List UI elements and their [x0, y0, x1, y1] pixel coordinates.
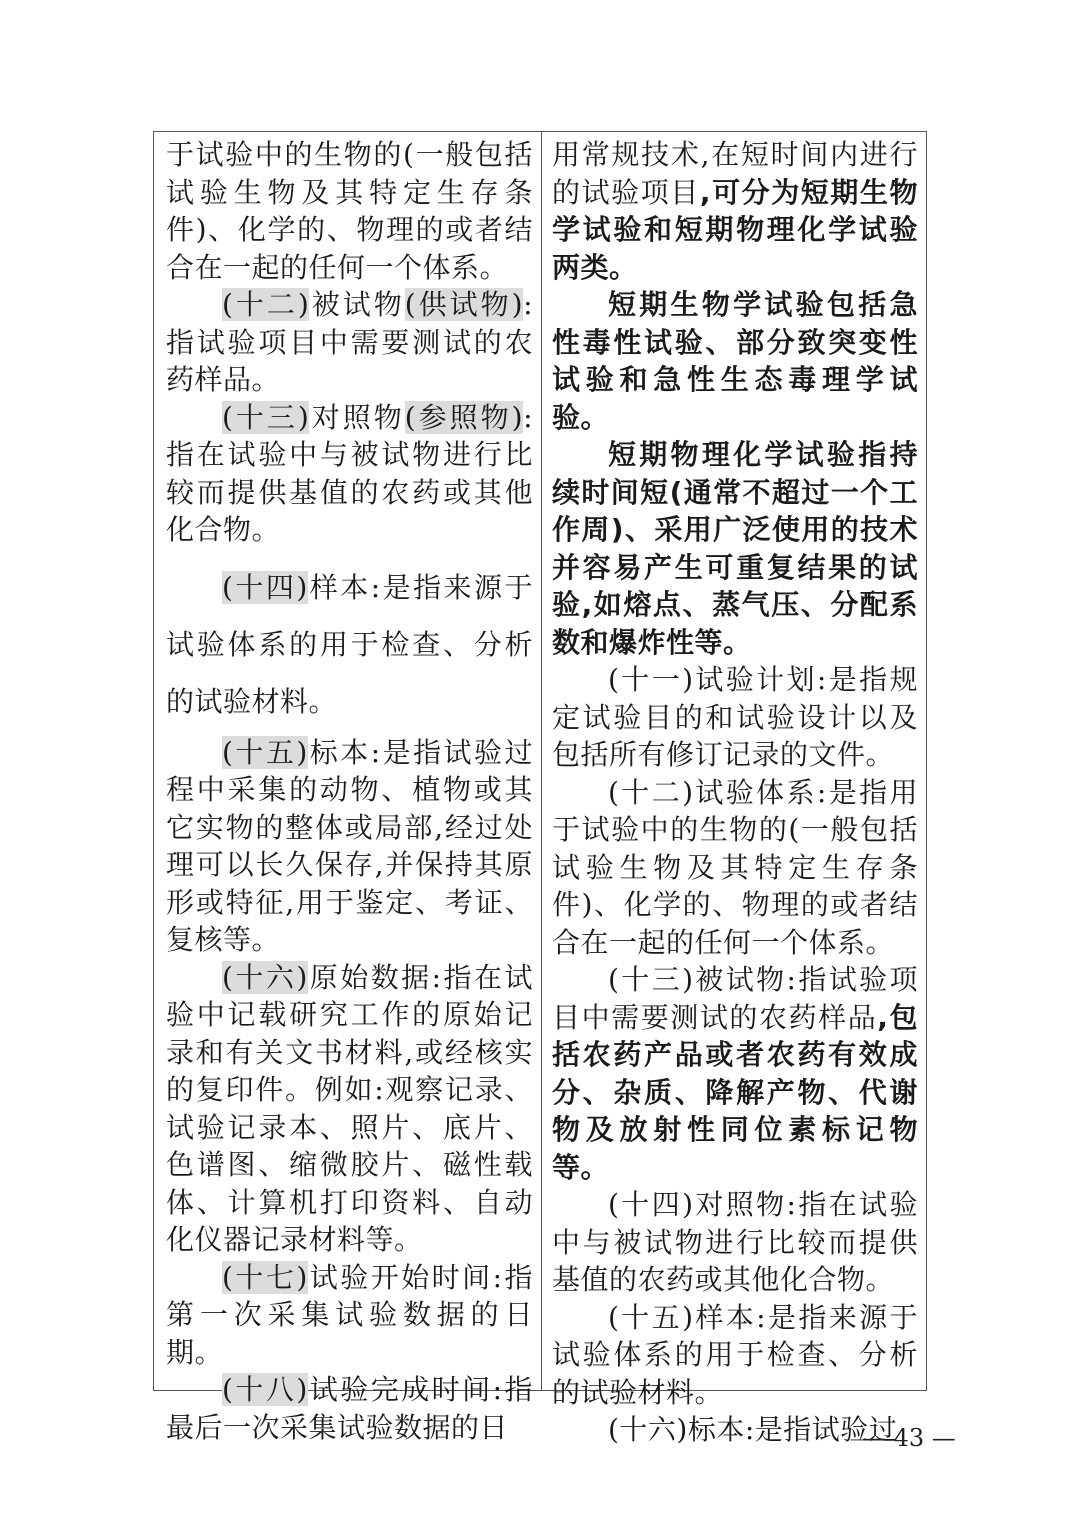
paragraph: (十六)标本:是指试验过 [608, 1413, 898, 1446]
term: 对照物 [309, 400, 405, 434]
paragraph [552, 961, 918, 1186]
definition: :指在试验中与被试物进行比较而提供基值的农药或其他化合物。 [166, 400, 533, 546]
paragraph: (十一)试验计划:是指规定试验目的和试验设计以及包括所有修订记录的文件。 [552, 663, 918, 771]
clause-number: (十二) [222, 288, 310, 321]
alt-term: (供试物) [404, 288, 524, 321]
page-number: — 43 — [862, 1424, 956, 1452]
clause-number: (十四) [222, 570, 308, 604]
definition: 试验完成时间:指最后一次采集试验数据的日 [166, 1373, 533, 1444]
definition: :指试验项目中需要测试的农药样品。 [166, 288, 533, 396]
paragraph: (十二)试验体系:是指用于试验中的生物的(一般包括试验生物及其特定生存条件)、化学的、物理的或者结合在一起的任何一个体系。 [552, 775, 918, 959]
definition: 原始数据:指在试验中记载研究工作的原始记录和有关文书材料,或经核实的复印件。例如:观察记录、试验记录本、照片、底片、色谱图、缩微胶片、磁性载体、计算机打印资料、自动化仪器记录材料等。 [166, 960, 533, 1256]
clause-number: (十八) [222, 1373, 308, 1406]
paragraph: 短期生物学试验包括急性毒性试验、部分致突变性试验和急性生态毒理学试验。 [552, 288, 918, 434]
clause-number: (十六) [222, 960, 308, 994]
paragraph [166, 959, 533, 1259]
paragraph: (十四)对照物:指在试验中与被试物进行比较而提供基值的农药或其他化合物。 [552, 1188, 918, 1296]
normal-text: 用常规技术,在短时间内进行的试验项目 [552, 138, 918, 209]
alt-term: (参照物) [404, 400, 524, 434]
normal-text: (十三)被试物:指试验项目中需要测试的农药样品 [552, 963, 918, 1034]
paragraph [166, 399, 533, 549]
paragraph [166, 734, 533, 959]
definition: 标本:是指试验过程中采集的动物、植物或其它实物的整体或局部,经过处理可以长久保存,并保持其原形或特征,用于鉴定、考证、复核等。 [166, 735, 533, 956]
paragraph [166, 286, 533, 399]
bold-text: ,可分为短期生物学试验和短期物理化学试验两类。 [552, 175, 918, 284]
clause-number: (十七) [222, 1260, 308, 1294]
paragraph: 短期物理化学试验指持续时间短(通常不超过一个工作周)、采用广泛使用的技术并容易产生可重复结果的试验,如熔点、蒸气压、分配系数和爆炸性等。 [552, 438, 918, 659]
paragraph [166, 1371, 533, 1446]
paragraph: (十五)样本:是指来源于试验体系的用于检查、分析的试验材料。 [552, 1300, 918, 1409]
left-column [154, 132, 542, 1444]
definition: 试验开始时间:指第一次采集试验数据的日期。 [166, 1260, 533, 1369]
paragraph [166, 1259, 533, 1372]
term: 被试物 [309, 288, 405, 321]
paragraph [552, 136, 918, 286]
clause-number: (十三) [222, 400, 310, 434]
paragraph: 于试验中的生物的(一般包括试验生物及其特定生存条件)、化学的、物理的或者结合在一起的任何一个体系。 [166, 138, 533, 284]
paragraph [166, 559, 533, 730]
clause-number: (十五) [222, 735, 308, 769]
bold-text: ,包括农药产品或者农药有效成分、杂质、降解产物、代谢物及放射性同位素标记物等。 [552, 1000, 918, 1184]
definition: 样本:是指来源于试验体系的用于检查、分析的试验材料。 [166, 570, 533, 718]
